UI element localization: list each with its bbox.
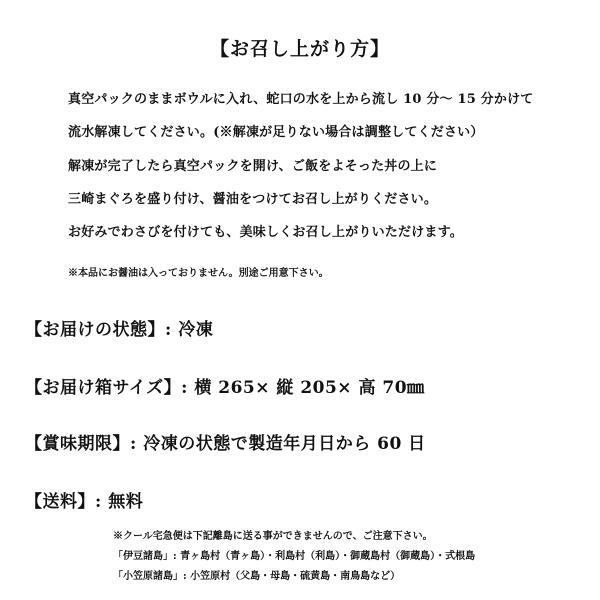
instruction-line: 流水解凍してください。(※解凍が足りない場合は調整してください） xyxy=(68,125,484,140)
instruction-line: 真空パックのままボウルに入れ、蛇口の水を上から流し 10 分～ 15 分かけて xyxy=(68,92,534,107)
box-size: 【お届け箱サイズ】: 横 265× 縦 205× 高 70㎜ xyxy=(25,378,425,398)
instruction-line: 三崎まぐろを盛り付け、醤油をつけてお召し上がりください。 xyxy=(68,192,438,207)
soy-sauce-note: ※本品にお醤油は入っておりません。別途ご用意下さい。 xyxy=(68,268,329,279)
ogasawara-islands-note: 「小笠原諸島」: 小笠原村（父島・母島・硫黄島・南鳥島など） xyxy=(113,571,401,582)
instruction-line: 解凍が完了したら真空パックを開け、ご飯をよそった丼の上に xyxy=(68,159,438,174)
delivery-state: 【お届けの状態】: 冷凍 xyxy=(25,320,214,340)
instruction-line: お好みでわさびを付けても、美味しくお召し上がりいただけます。 xyxy=(68,225,463,240)
izu-islands-note: 「伊豆諸島」: 青ヶ島村（青ヶ島）・利島村（利島）・御蔵島村（御蔵島）・式根島 xyxy=(113,551,476,562)
expiry-period: 【賞味期限】: 冷凍の状態で製造年月日から 60 日 xyxy=(25,434,426,454)
cool-delivery-note: ※クール宅急便は下記離島に送る事ができませんので、ご注意下さい。 xyxy=(113,531,433,542)
shipping-fee: 【送料】: 無料 xyxy=(25,492,144,512)
page-title: 【お召し上がり方】 xyxy=(209,38,390,60)
